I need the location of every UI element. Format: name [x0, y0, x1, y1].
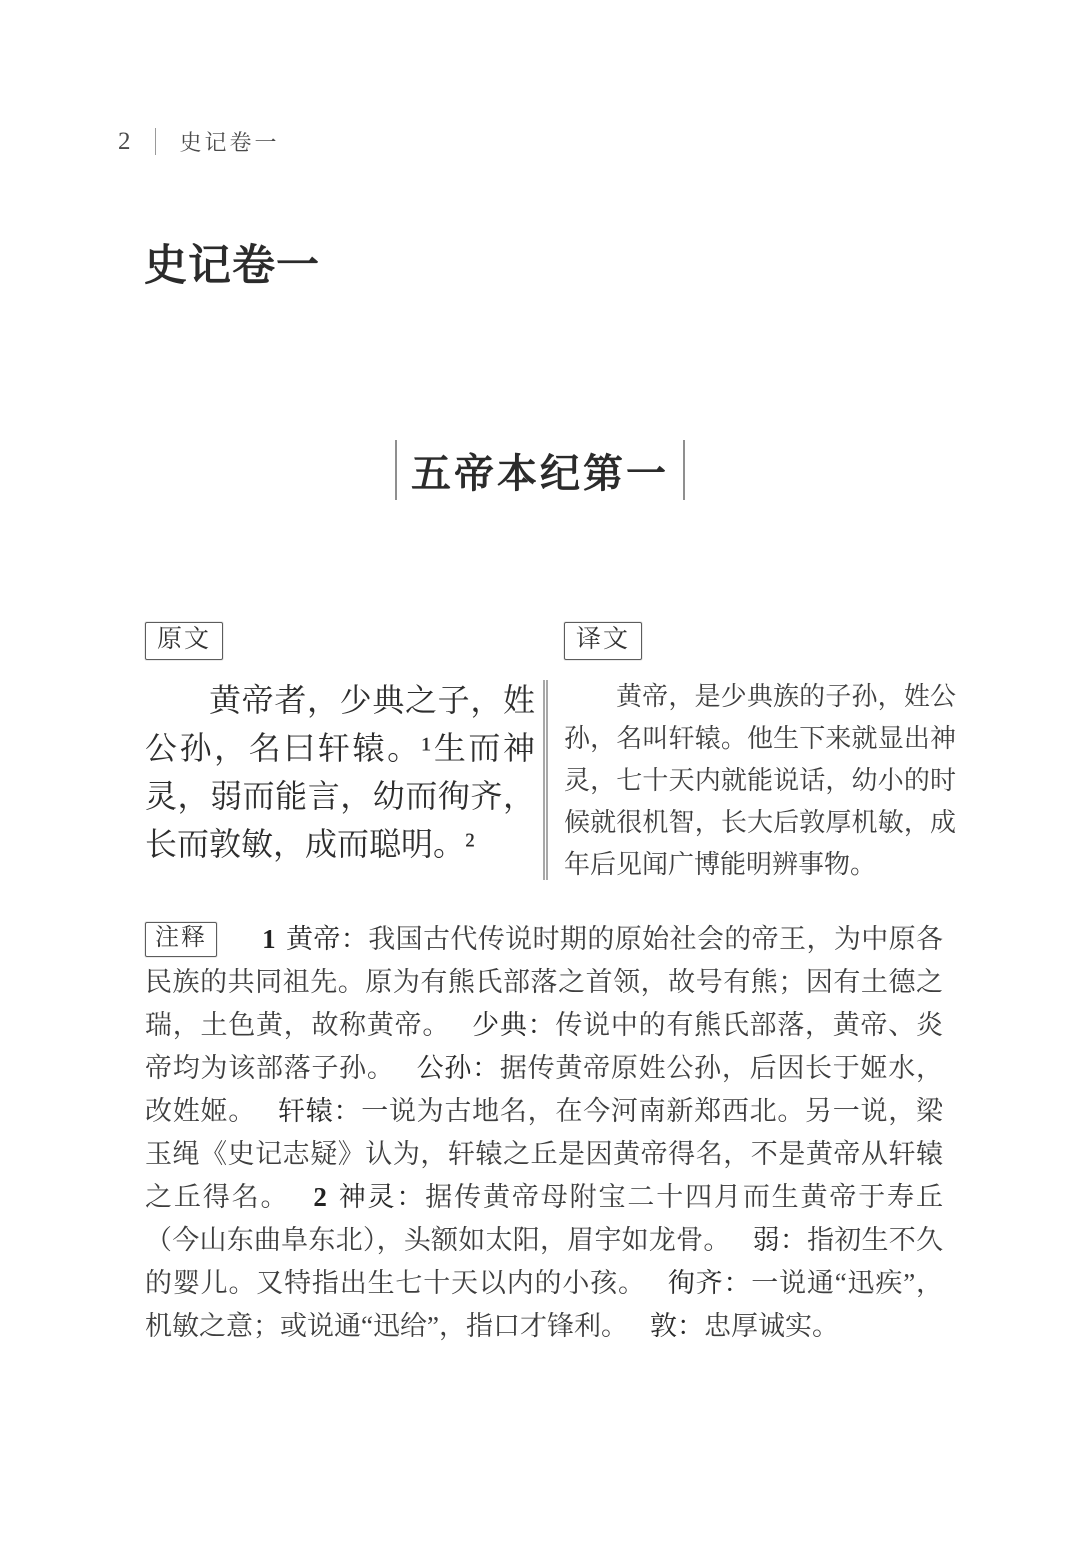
notes-section — [145, 918, 943, 1348]
note-segment-term: 敦： — [649, 1311, 704, 1341]
original-label: 原文 — [145, 622, 223, 660]
page-header — [118, 126, 280, 157]
section-title: 五帝本纪第一 — [411, 450, 669, 496]
note-segment-plain: 指初生不久的婴儿。又特指出生七十天以内的小孩。 — [145, 1225, 944, 1298]
note-segment-term: 弱： — [752, 1225, 808, 1255]
original-column — [145, 622, 535, 886]
note-segment-term: 公孙： — [416, 1053, 500, 1083]
translation-label: 译文 — [564, 622, 642, 660]
running-title: 史记卷一 — [179, 130, 280, 155]
column-divider — [543, 680, 548, 880]
note-segment-plain: 传说中的有熊氏部落，黄帝、炎帝均为该部落子孙。 — [145, 1010, 944, 1083]
note-segment-num: 1 — [262, 924, 276, 954]
note-segment-plain: 据传黄帝母附宝二十四月而生黄帝于寿丘（今山东曲阜东北），头额如太阳，眉宇如龙骨。 — [145, 1182, 944, 1255]
notes-label: 注释 — [145, 922, 217, 957]
section-title-bar-left — [395, 440, 397, 500]
section-title-row — [0, 440, 1080, 500]
page-number: 2 — [118, 127, 131, 155]
note-segment-term: 神灵： — [336, 1182, 426, 1212]
note-segment-plain: 一说为古地名，在今河南新郑西北。另一说，梁玉绳《史记志疑》认为，轩辕之丘是因黄帝得名，不是黄帝从轩辕之丘得名。 — [145, 1096, 944, 1212]
note-segment-term: 黄帝： — [285, 924, 369, 954]
note-segment-term: 徇齐： — [667, 1268, 752, 1298]
header-divider — [155, 128, 156, 155]
translation-text: 黄帝，是少典族的子孙，姓公孙，名叫轩辕。他生下来就显出神灵，七十天内就能说话，幼小的时候就很机智，长大后敦厚机敏，成年后见闻广博能明辨事物。 — [564, 682, 956, 879]
original-text: 黄帝者，少典之子，姓公孙，名曰轩辕。¹生而神灵，弱而能言，幼而徇齐，长而敦敏，成而聪明。² — [145, 682, 535, 862]
chapter-title: 史记卷一 — [144, 243, 320, 290]
note-segment-num: 2 — [313, 1182, 327, 1212]
translation-column — [564, 622, 956, 886]
note-segment-term: 少典： — [472, 1010, 556, 1040]
note-segment-plain: 我国古代传说时期的原始社会的帝王，为中原各民族的共同祖先。原为有熊氏部落之首领，故号有熊；因有土德之瑞，土色黄，故称黄帝。 — [145, 924, 944, 1040]
note-segment-plain: 忠厚诚实。 — [703, 1311, 839, 1341]
section-title-bar-right — [683, 440, 685, 500]
note-segment-plain: 据传黄帝原姓公孙，后因长于姬水，改姓姬。 — [145, 1053, 944, 1126]
note-segment-plain: 一说通“迅疾”，机敏之意；或说通“迅给”，指口才锋利。 — [145, 1268, 944, 1341]
note-segment-term: 轩辕： — [277, 1096, 362, 1126]
text-columns — [145, 622, 956, 886]
